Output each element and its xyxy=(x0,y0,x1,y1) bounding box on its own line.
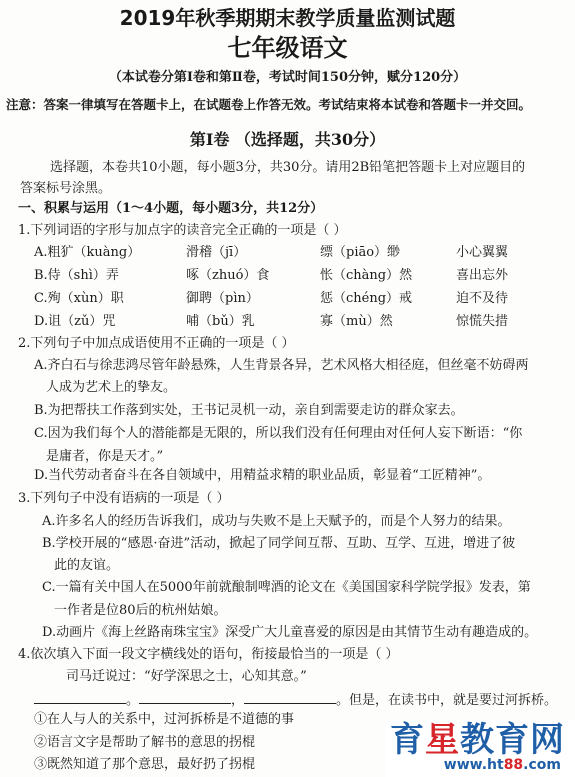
q4-blanks-line: 。 ， 。但是，在读书中，就是要过河拆桥。 xyxy=(34,691,557,709)
q4-blank-3 xyxy=(244,691,336,704)
q4-option-2: ②语言文字是帮助了解书的意思的拐棍 xyxy=(34,735,256,750)
q4-option-3: ③既然知道了那个意思，最好扔了拐棍 xyxy=(34,757,256,772)
section1-heading: 一、积累与运用（1～4小题，每小题3分，共12分） xyxy=(18,201,324,216)
q3-option-c-line2: 一作者是位80后的杭州姑娘。 xyxy=(54,603,227,618)
q1-option-c-2: 御聘（pìn） xyxy=(186,291,259,306)
q2-option-a-line2: 人成为艺术上的挚友。 xyxy=(46,380,177,395)
q1-option-d-2: 哺（bǔ）乳 xyxy=(186,314,255,329)
q1-option-a-1: A.粗犷（kuàng） xyxy=(34,245,141,260)
q2-option-d: D.当代劳动者奋斗在各自领域中，用精益求精的职业品质，彰显着“工匠精神”。 xyxy=(34,468,491,483)
q4-tail: 。但是，在读书中，就是要过河拆桥。 xyxy=(336,693,558,708)
q1-option-b-2: 啄（zhuó）食 xyxy=(186,268,270,283)
q1-option-a-4: 小心翼翼 xyxy=(456,245,509,260)
exam-title: 2019年秋季期期末教学质量监测试题 xyxy=(119,6,456,30)
q2-option-c-line1: C.因为我们每个人的潜能都是无限的，所以我们没有任何理由对任何人妄下断语：“你 xyxy=(34,426,523,441)
q1-option-c-4: 迫不及待 xyxy=(456,291,509,306)
q1-option-b-4: 喜出忘外 xyxy=(456,268,509,283)
q1-stem: 1.下列词语的字形与加点字的读音完全正确的一项是（ ） xyxy=(18,223,347,238)
q2-option-a-line1: A.齐白石与徐悲鸿尽管年龄悬殊，人生背景各异，艺术风格大相径庭，但丝毫不妨碍两 xyxy=(34,358,529,373)
q4-option-1: ①在人与人的关系中，过河拆桥是不道德的事 xyxy=(34,712,295,727)
q1-option-c-1: C.殉（xùn）职 xyxy=(34,291,124,306)
q3-option-c-line1: C.一篇有关中国人在5000年前就酿制啤酒的论文在《美国国家科学院学报》发表，第 xyxy=(42,580,531,595)
part1-title: 第Ⅰ卷 （选择题，共30分） xyxy=(189,130,386,149)
part1-intro-line1: 选择题，本卷共10小题，每小题3分，共30分。请用2B铅笔把答题卡上对应题目的 xyxy=(50,160,526,175)
exam-subtitle: 七年级语文 xyxy=(227,34,348,62)
watermark-url: www.ht88.com xyxy=(443,757,561,773)
q4-quote: 司马迁说过：“好学深思之士，心知其意。” xyxy=(66,669,307,684)
q1-option-d-3: 寡（mù）然 xyxy=(320,314,393,329)
watermark-logo xyxy=(385,719,575,777)
q1-option-d-4: 惊慌失措 xyxy=(456,314,509,329)
q3-option-d: D.动画片《海上丝路南珠宝宝》深受广大儿童喜爱的原因是由其情节生动有趣造成的。 xyxy=(42,625,538,640)
part1-intro-line2: 答案标号涂黑。 xyxy=(20,181,112,196)
watermark-name: 育星教育网 xyxy=(390,720,565,760)
exam-info: （本试卷分第Ⅰ卷和第Ⅱ卷，考试时间150分钟，赋分120分） xyxy=(108,70,467,85)
q1-option-d-1: D.诅（zǔ）咒 xyxy=(34,314,116,329)
q3-option-a: A.许多名人的经历告诉我们，成功与失败不是上天赋予的，而是个人努力的结果。 xyxy=(42,514,511,529)
q1-option-a-3: 缥（piāo）缈 xyxy=(320,245,401,260)
q4-stem: 4.依次填入下面一段文字横线处的语句，衔接最恰当的一项是（ ） xyxy=(18,647,399,662)
q2-option-c-line2: 是庸者，你是天才。” xyxy=(46,449,164,464)
q1-option-a-2: 滑稽（jī） xyxy=(186,245,247,260)
exam-notice: 注意：答案一律填写在答题卡上，在试题卷上作答无效。考试结束将本试卷和答题卡一并交回。 xyxy=(6,97,532,112)
q2-stem: 2.下列句子中加点成语使用不正确的一项是（ ） xyxy=(18,336,295,351)
q3-stem: 3.下列句子中没有语病的一项是（ ） xyxy=(18,491,230,506)
q1-option-b-1: B.侍（shì）弄 xyxy=(34,268,119,283)
q2-option-b: B.为把帮扶工作落到实处，王书记灵机一动，亲自到需要走访的群众家去。 xyxy=(34,403,464,418)
q1-option-c-3: 惩（chéng）戒 xyxy=(320,291,413,306)
q4-blank-1 xyxy=(34,691,126,704)
q3-option-b-line2: 此的友谊。 xyxy=(54,558,120,573)
q3-option-b-line1: B.学校开展的“感恩·奋进”活动，掀起了同学间互帮、互助、互学、互进，增进了彼 xyxy=(42,536,516,551)
q4-blank-2 xyxy=(139,691,231,704)
q1-option-b-3: 怅（chàng）然 xyxy=(320,268,413,283)
